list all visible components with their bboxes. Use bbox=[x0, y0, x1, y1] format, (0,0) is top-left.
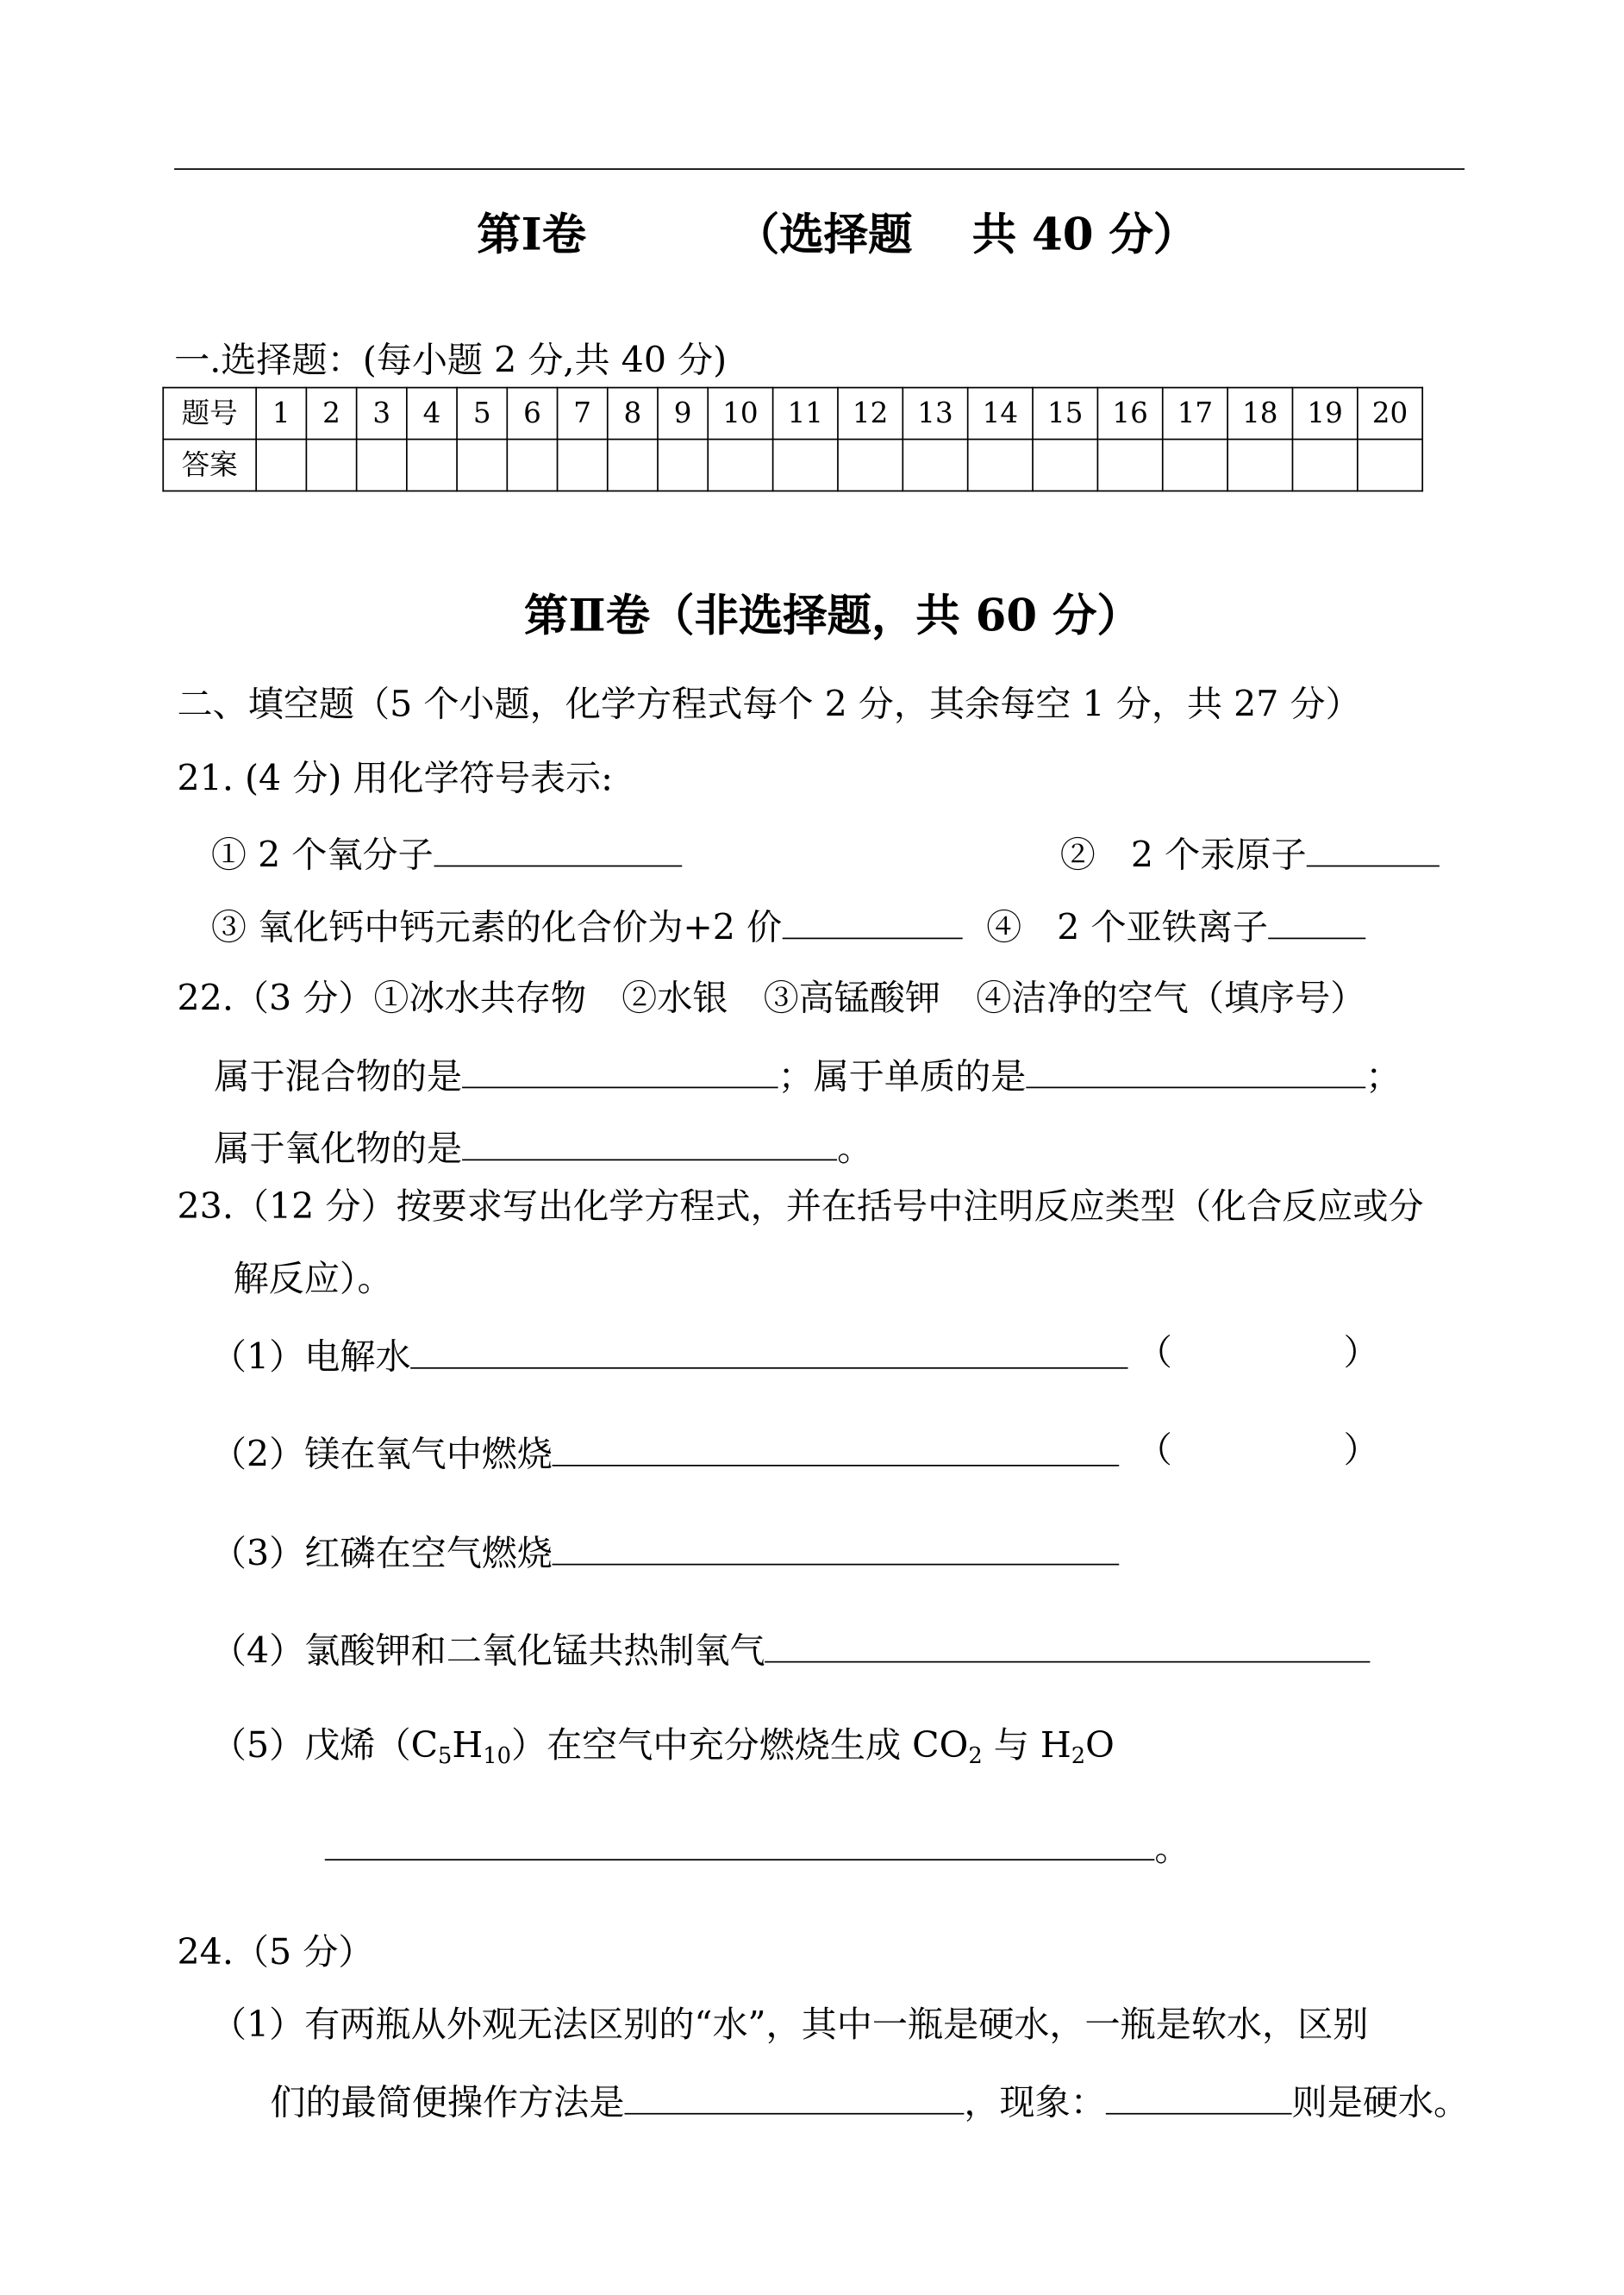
q21-item-1-label: ① 2 个氧分子 bbox=[210, 834, 434, 876]
q23-equation-blank-3[interactable] bbox=[553, 1529, 1120, 1566]
question-number-cell: 1 bbox=[256, 388, 306, 440]
q21-item-3-label: ③ 氧化钙中钙元素的化合价为+2 价 bbox=[210, 906, 783, 948]
question-number-cell: 8 bbox=[608, 388, 658, 440]
q21-item-3 bbox=[211, 902, 962, 947]
question-number-cell: 17 bbox=[1163, 388, 1227, 440]
answer-cell[interactable] bbox=[903, 440, 967, 491]
question-number-cell: 3 bbox=[357, 388, 407, 440]
q23-equation-blank-1[interactable] bbox=[411, 1332, 1128, 1369]
part2-title: 第Ⅱ卷（非选择题，共 60 分） bbox=[524, 591, 1141, 643]
question-number-cell: 11 bbox=[773, 388, 838, 440]
answer-cell[interactable] bbox=[1097, 440, 1162, 491]
answer-cell[interactable] bbox=[306, 440, 356, 491]
answer-cell[interactable] bbox=[1163, 440, 1227, 491]
table-row-numbers bbox=[163, 388, 1422, 440]
answer-cell[interactable] bbox=[1358, 440, 1422, 491]
q23-item-5-sub-co2: 2 bbox=[968, 1742, 983, 1769]
q23-item-5-sub-h: 10 bbox=[483, 1742, 511, 1769]
q24-phenomenon-blank[interactable] bbox=[1106, 2078, 1292, 2115]
question-number-cell: 14 bbox=[968, 388, 1033, 440]
q23-item-5-answer-line bbox=[325, 1823, 1190, 1869]
question-number-cell: 13 bbox=[903, 388, 967, 440]
question-number-cell: 15 bbox=[1033, 388, 1097, 440]
q23-item-1-label: （1）电解水 bbox=[210, 1335, 411, 1378]
section2-heading: 二、填空题（5 个小题，化学方程式每个 2 分，其余每空 1 分，共 27 分） bbox=[177, 683, 1361, 725]
q23-item-3 bbox=[211, 1529, 1120, 1574]
answer-cell[interactable] bbox=[1227, 440, 1292, 491]
q21-item-4 bbox=[986, 902, 1365, 947]
q24-conclusion: 则是硬水。 bbox=[1291, 2081, 1470, 2123]
answer-cell[interactable] bbox=[773, 440, 838, 491]
question-number-cell: 20 bbox=[1358, 388, 1422, 440]
answer-cell[interactable] bbox=[256, 440, 306, 491]
q21-item-2 bbox=[1060, 830, 1440, 876]
q23-item-2 bbox=[211, 1429, 1120, 1475]
question-number-cell: 19 bbox=[1292, 388, 1357, 440]
q22-stem: 22.（3 分）①冰水共存物 ②水银 ③高锰酸钾 ④洁净的空气（填序号） bbox=[177, 977, 1366, 1019]
q22-line-1 bbox=[214, 1051, 1401, 1097]
answer-cell[interactable] bbox=[1033, 440, 1097, 491]
q23-item-5 bbox=[210, 1724, 1115, 1769]
q23-stem: 23.（12 分）按要求写出化学方程式，并在括号中注明反应类型（化合反应或分 bbox=[177, 1185, 1424, 1228]
q23-equation-blank-5[interactable] bbox=[325, 1823, 1155, 1860]
answer-cell[interactable] bbox=[357, 440, 407, 491]
q22-element-blank[interactable] bbox=[1026, 1051, 1365, 1088]
question-number-cell: 5 bbox=[457, 388, 507, 440]
q22-mixture-label: 属于混合物的是 bbox=[214, 1055, 463, 1097]
q24-part-1: （1）有两瓶从外观无法区别的“水”，其中一瓶是硬水，一瓶是软水，区别 bbox=[210, 2004, 1369, 2046]
question-number-cell: 9 bbox=[658, 388, 708, 440]
q21-answer-blank-4[interactable] bbox=[1268, 902, 1365, 939]
q24-stem: 24.（5 分） bbox=[177, 1931, 374, 1973]
q21-answer-blank-1[interactable] bbox=[434, 830, 682, 867]
q23-item-5-mid: ）在空气中充分燃烧生成 CO bbox=[510, 1724, 969, 1767]
answer-cell[interactable] bbox=[658, 440, 708, 491]
top-rule bbox=[174, 168, 1465, 170]
answer-cell[interactable] bbox=[558, 440, 608, 491]
part1-title: 第Ⅰ卷 bbox=[477, 209, 587, 262]
q23-item-5-and: 与 H bbox=[982, 1724, 1071, 1767]
q22-period: 。 bbox=[837, 1128, 873, 1170]
q24-phenomenon-label: ，现象： bbox=[964, 2081, 1106, 2123]
q23-item-3-label: （3）红磷在空气燃烧 bbox=[210, 1532, 553, 1574]
q23-stem-cont: 解反应）。 bbox=[233, 1258, 393, 1300]
answer-cell[interactable] bbox=[407, 440, 457, 491]
q23-item-5-h: H bbox=[452, 1724, 484, 1767]
q22-oxide-label: 属于氧化物的是 bbox=[214, 1128, 463, 1170]
q21-stem: 21. (4 分) 用化学符号表示: bbox=[177, 757, 614, 799]
q23-type-paren-open-2: （ bbox=[1136, 1429, 1172, 1471]
part1-subtitle: （选择题 共 40 分） bbox=[734, 209, 1198, 262]
row-label-number: 题号 bbox=[163, 388, 256, 440]
section1-heading: 一.选择题：(每小题 2 分,共 40 分) bbox=[174, 339, 728, 381]
q21-item-4-label: ④ 2 个亚铁离子 bbox=[986, 906, 1269, 948]
q21-item-1 bbox=[211, 830, 682, 876]
answer-cell[interactable] bbox=[968, 440, 1033, 491]
answer-cell[interactable] bbox=[507, 440, 557, 491]
q22-oxide-blank[interactable] bbox=[462, 1123, 837, 1160]
q22-semicolon: ； bbox=[1365, 1055, 1402, 1097]
q23-item-4 bbox=[211, 1626, 1371, 1672]
question-number-cell: 7 bbox=[558, 388, 608, 440]
question-number-cell: 12 bbox=[838, 388, 903, 440]
row-label-answer: 答案 bbox=[163, 440, 256, 491]
q21-answer-blank-3[interactable] bbox=[782, 902, 962, 939]
q23-type-paren-open-1: （ bbox=[1136, 1331, 1172, 1373]
q21-item-2-label: ② 2 个汞原子 bbox=[1059, 834, 1307, 876]
q23-equation-blank-4[interactable] bbox=[765, 1626, 1371, 1663]
q21-answer-blank-2[interactable] bbox=[1307, 830, 1440, 867]
q22-mixture-blank[interactable] bbox=[462, 1051, 778, 1088]
q23-item-5-period: 。 bbox=[1154, 1828, 1190, 1870]
question-number-cell: 18 bbox=[1227, 388, 1292, 440]
answer-cell[interactable] bbox=[608, 440, 658, 491]
q23-item-5-sub-c: 5 bbox=[438, 1742, 453, 1769]
q23-item-2-label: （2）镁在氧气中燃烧 bbox=[210, 1434, 553, 1475]
answer-cell[interactable] bbox=[1292, 440, 1357, 491]
question-number-cell: 6 bbox=[507, 388, 557, 440]
q23-item-5-o: O bbox=[1085, 1724, 1115, 1767]
q24-method-label: 们的最简便操作方法是 bbox=[270, 2081, 625, 2123]
question-number-cell: 10 bbox=[708, 388, 772, 440]
question-number-cell: 16 bbox=[1097, 388, 1162, 440]
q22-element-label: ；属于单质的是 bbox=[778, 1055, 1027, 1097]
q24-method-blank[interactable] bbox=[624, 2078, 964, 2115]
answer-cell[interactable] bbox=[708, 440, 772, 491]
q23-type-paren-close-1: ） bbox=[1343, 1331, 1379, 1373]
q23-item-1 bbox=[211, 1332, 1128, 1378]
q23-type-paren-close-2: ） bbox=[1343, 1429, 1379, 1471]
answer-cell[interactable] bbox=[457, 440, 507, 491]
q24-part-1-cont bbox=[270, 2078, 1469, 2123]
answer-table bbox=[162, 387, 1423, 492]
q23-item-4-label: （4）氯酸钾和二氧化锰共热制氧气 bbox=[210, 1629, 765, 1672]
question-number-cell: 2 bbox=[306, 388, 356, 440]
q23-item-5-prefix: （5）戊烯（C bbox=[210, 1724, 439, 1767]
q23-equation-blank-2[interactable] bbox=[553, 1429, 1120, 1466]
q23-item-5-sub-h2o: 2 bbox=[1071, 1742, 1086, 1769]
q22-line-2 bbox=[214, 1123, 872, 1169]
question-number-cell: 4 bbox=[407, 388, 457, 440]
table-row-answers bbox=[163, 440, 1422, 491]
answer-cell[interactable] bbox=[838, 440, 903, 491]
